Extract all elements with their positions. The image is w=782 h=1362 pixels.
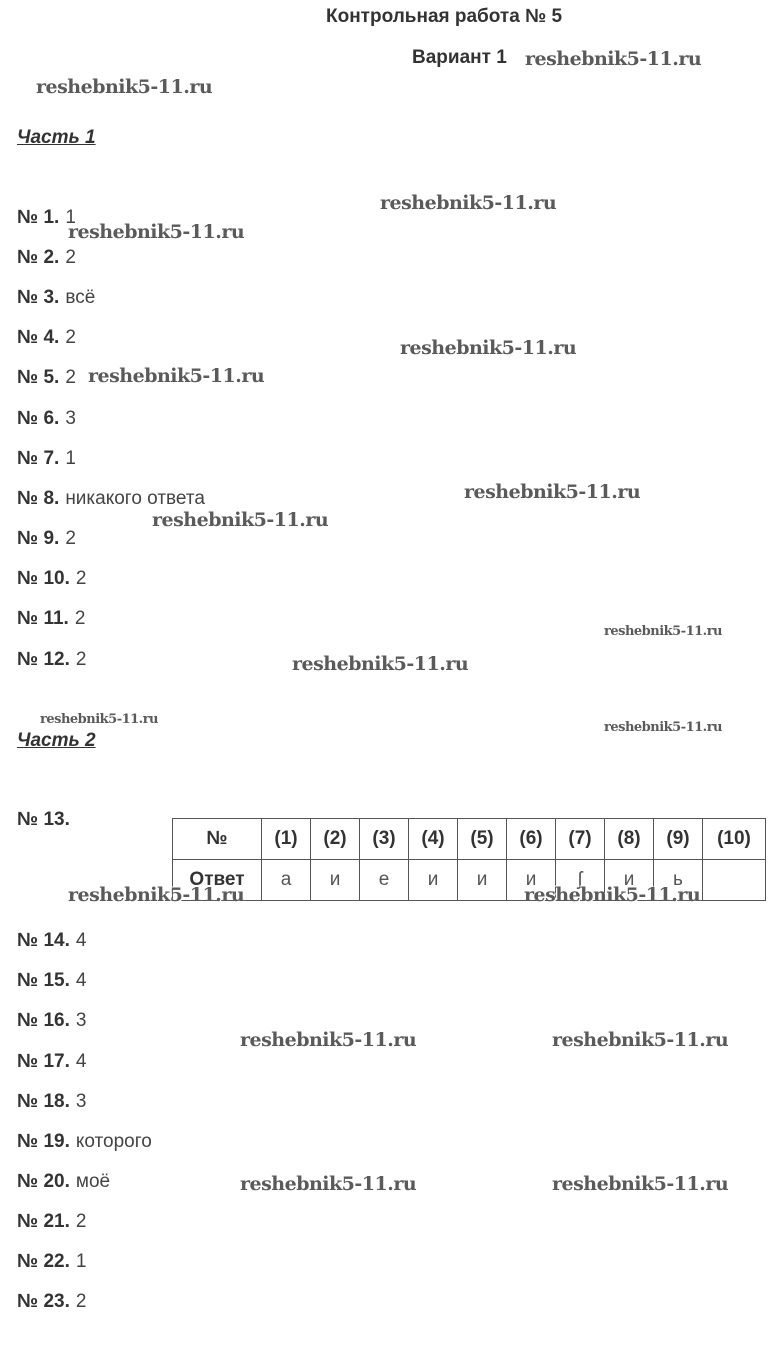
answer-number: № 4.	[17, 327, 60, 348]
answer-value: 2	[75, 1291, 87, 1312]
answer-number: № 21.	[17, 1211, 70, 1232]
answer-number: № 16.	[17, 1010, 70, 1031]
answer-item	[17, 1010, 86, 1032]
table-cell: ь	[654, 860, 703, 901]
answer-item	[17, 327, 76, 349]
answer-number: № 3.	[17, 287, 60, 308]
table-header-row	[173, 819, 766, 860]
answer-value: 2	[65, 528, 76, 549]
answer-number: № 17.	[17, 1051, 70, 1072]
answer-item-13	[17, 809, 70, 831]
watermark: reshebnik5-11.ru	[152, 509, 329, 531]
answer-item	[17, 1091, 86, 1113]
answer-item	[17, 1131, 152, 1153]
answer-value: 3	[75, 1010, 87, 1031]
table-cell: и	[458, 860, 507, 901]
answer-value: 3	[75, 1091, 87, 1112]
part1-heading: Часть 1	[17, 127, 96, 148]
answer-value: 1	[65, 207, 76, 228]
answer-value: моё	[75, 1171, 111, 1192]
answer-item	[17, 488, 205, 510]
answer-number: № 12.	[17, 649, 70, 670]
answer-number: № 18.	[17, 1091, 70, 1112]
table-cell: и	[311, 860, 360, 901]
answer-item	[17, 649, 86, 671]
answer-number: № 9.	[17, 528, 60, 549]
answer-number: № 14.	[17, 930, 70, 951]
table-cell: а	[262, 860, 311, 901]
answer-item	[17, 930, 86, 952]
answer-item	[17, 1051, 86, 1073]
answer-number: № 11.	[17, 608, 69, 629]
answer-value: 3	[65, 408, 76, 429]
table-cell: и	[507, 860, 556, 901]
answer-number: № 5.	[17, 367, 60, 388]
answer-number: № 20.	[17, 1171, 70, 1192]
answer-item	[17, 448, 76, 470]
watermark: reshebnik5-11.ru	[604, 720, 723, 735]
table-cell: и	[409, 860, 458, 901]
part2-heading: Часть 2	[17, 730, 96, 751]
answer-number: № 23.	[17, 1291, 70, 1312]
answer-item	[17, 1171, 110, 1193]
answer-value: которого	[75, 1131, 152, 1152]
answer-value: всё	[65, 287, 96, 308]
table-column-header: (1)	[262, 819, 311, 860]
table-cell: и	[605, 860, 654, 901]
answer-number: № 6.	[17, 408, 60, 429]
answer-item	[17, 287, 95, 309]
answer-item	[17, 568, 86, 590]
watermark: reshebnik5-11.ru	[464, 481, 641, 503]
answer-item	[17, 247, 76, 269]
variant-label: Вариант 1	[412, 47, 507, 68]
watermark: reshebnik5-11.ru	[292, 653, 469, 675]
table-column-header: (2)	[311, 819, 360, 860]
answer-item	[17, 408, 76, 430]
watermark: reshebnik5-11.ru	[400, 337, 577, 359]
answer-value: 4	[75, 1051, 87, 1072]
table-cell	[703, 860, 766, 901]
answer-number: № 8.	[17, 488, 60, 509]
table-column-header: (4)	[409, 819, 458, 860]
answer-item	[17, 970, 86, 992]
answer-item	[17, 1211, 86, 1233]
answer-item	[17, 367, 76, 389]
answer-number: № 10.	[17, 568, 70, 589]
answer-value: 2	[65, 247, 76, 268]
table-header-label: №	[173, 819, 262, 860]
watermark: reshebnik5-11.ru	[524, 884, 701, 906]
answer-item	[17, 1291, 86, 1313]
watermark: reshebnik5-11.ru	[40, 712, 159, 727]
answer-value: никакого ответа	[65, 488, 205, 509]
watermark: reshebnik5-11.ru	[68, 884, 245, 906]
answer-value: 4	[75, 970, 87, 991]
table-cell: ʃ	[556, 860, 605, 901]
answer-value: 2	[65, 367, 76, 388]
table-column-header: (7)	[556, 819, 605, 860]
answer-number: № 13.	[17, 809, 70, 830]
answer-value: 2	[75, 568, 87, 589]
answer-item	[17, 528, 76, 550]
answer-item	[17, 1251, 86, 1273]
watermark: reshebnik5-11.ru	[604, 624, 723, 639]
table-cell: е	[360, 860, 409, 901]
watermark: reshebnik5-11.ru	[552, 1029, 729, 1051]
watermark: reshebnik5-11.ru	[36, 76, 213, 98]
watermark: reshebnik5-11.ru	[68, 221, 245, 243]
answer-value: 2	[75, 649, 87, 670]
answer-number: № 7.	[17, 448, 60, 469]
watermark: reshebnik5-11.ru	[240, 1029, 417, 1051]
answer-value: 2	[75, 1211, 87, 1232]
table-answer-label: Ответ	[173, 860, 262, 901]
table-column-header: (9)	[654, 819, 703, 860]
answer-value: 4	[75, 930, 87, 951]
watermark: reshebnik5-11.ru	[88, 365, 265, 387]
table-column-header: (6)	[507, 819, 556, 860]
answer-number: № 22.	[17, 1251, 70, 1272]
page-title: Контрольная работа № 5	[326, 6, 563, 27]
watermark: reshebnik5-11.ru	[552, 1173, 729, 1195]
table-column-header: (10)	[703, 819, 766, 860]
watermark: reshebnik5-11.ru	[525, 48, 702, 70]
answer-number: № 15.	[17, 970, 70, 991]
answer-value: 1	[75, 1251, 87, 1272]
answer-value: 2	[65, 327, 76, 348]
answer-number: № 1.	[17, 207, 60, 228]
table-column-header: (5)	[458, 819, 507, 860]
answer-value: 2	[74, 608, 86, 629]
answer-number: № 19.	[17, 1131, 70, 1152]
watermark: reshebnik5-11.ru	[240, 1173, 417, 1195]
table-column-header: (8)	[605, 819, 654, 860]
answer-number: № 2.	[17, 247, 60, 268]
answer-value: 1	[65, 448, 76, 469]
watermark: reshebnik5-11.ru	[380, 192, 557, 214]
answer-item	[17, 608, 85, 630]
table-column-header: (3)	[360, 819, 409, 860]
